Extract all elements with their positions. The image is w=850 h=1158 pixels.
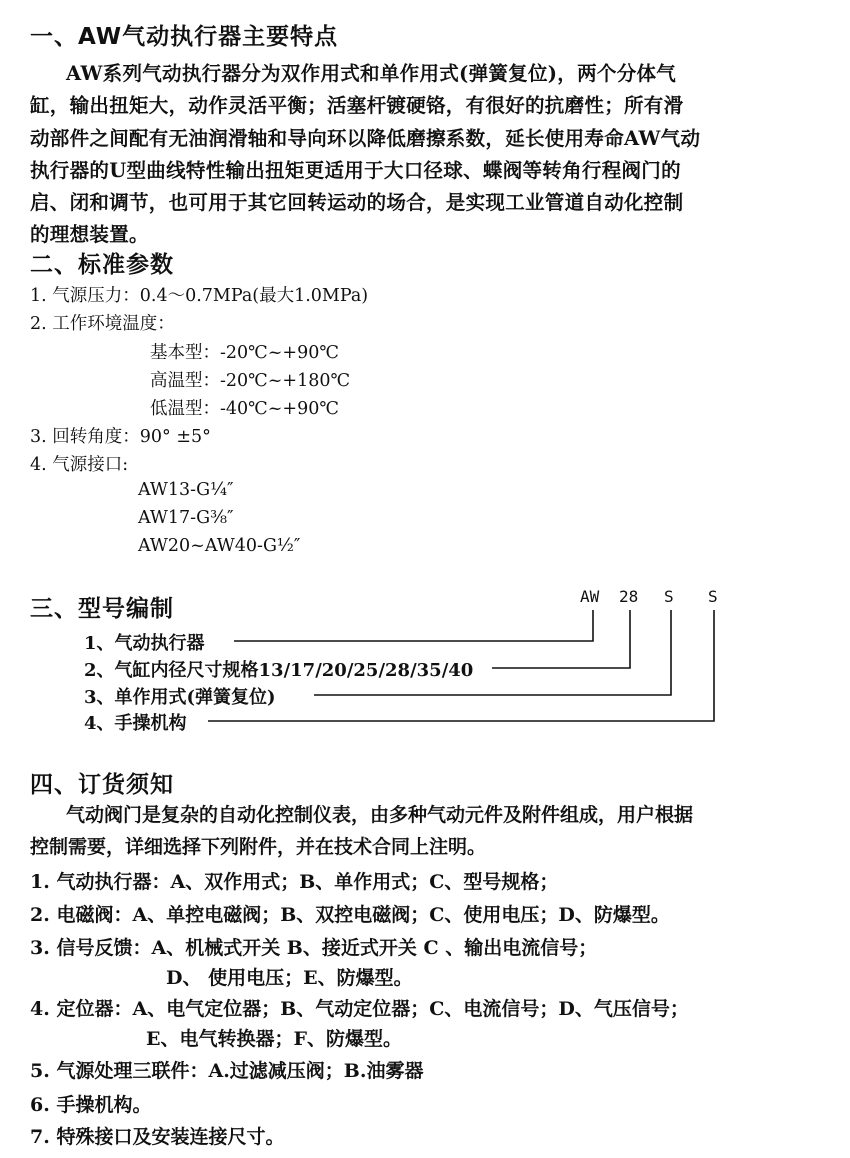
model-code-segment: AW [580, 587, 600, 606]
section-1-line: 执行器的U型曲线特性输出扭矩更适用于大口径球、蝶阀等转角行程阀门的 [30, 159, 681, 182]
spec-port-item: AW17-G³⁄₈″ [138, 508, 234, 528]
order-item: 3. 信号反馈：A、机械式开关 B、接近式开关 C 、输出电流信号； [30, 937, 598, 959]
spec-air-pressure: 1. 气源压力：0.4～0.7MPa(最大1.0MPa) [30, 286, 369, 306]
spec-temp-high: 高温型：-20℃~+180℃ [150, 371, 351, 391]
spec-port-item: AW13-G¹⁄₄″ [138, 480, 234, 500]
spec-air-port-label: 4. 气源接口: [30, 455, 129, 475]
order-item: E、电气转换器；F、防爆型。 [146, 1028, 402, 1050]
section-1-line: 的理想装置。 [30, 223, 149, 246]
order-item: D、 使用电压；E、防爆型。 [166, 967, 413, 989]
order-item: 2. 电磁阀：A、单控电磁阀；B、双控电磁阀；C、使用电压；D、防爆型。 [30, 904, 670, 926]
section-4-heading: 四、订货须知 [30, 772, 174, 798]
connector-line [234, 610, 593, 641]
order-item: 6. 手操机构。 [30, 1094, 152, 1116]
spec-temperature-label: 2. 工作环境温度： [30, 314, 175, 334]
order-intro-line: 气动阀门是复杂的自动化控制仪表，由多种气动元件及附件组成，用户根据 [66, 804, 694, 826]
order-item: 1. 气动执行器：A、双作用式；B、单作用式；C、型号规格； [30, 871, 559, 893]
connector-line [492, 610, 630, 668]
spec-temp-basic: 基本型：-20℃~+90℃ [150, 343, 339, 363]
model-code-segment: S [664, 587, 674, 606]
section-1-line: 缸，输出扭矩大，动作灵活平衡；活塞杆镀硬铬，有很好的抗磨性；所有滑 [30, 94, 684, 117]
model-item: 3、单作用式(弹簧复位) [84, 687, 276, 708]
order-item: 5. 气源处理三联件：A.过滤减压阀；B.油雾器 [30, 1060, 424, 1082]
section-1-line: AW系列气动执行器分为双作用式和单作用式(弹簧复位)，两个分体气 [66, 62, 677, 85]
model-item: 4、手操机构 [84, 713, 187, 734]
model-item: 1、气动执行器 [84, 633, 205, 654]
spec-rotation-angle: 3. 回转角度：90° ±5° [30, 427, 211, 447]
model-code-segment: S [708, 587, 718, 606]
connector-line [314, 610, 671, 695]
order-intro-line: 控制需要，详细选择下列附件，并在技术合同上注明。 [30, 836, 487, 858]
section-2-heading: 二、标准参数 [30, 252, 174, 278]
section-1-line: 动部件之间配有无油润滑轴和导向环以降低磨擦系数，延长使用寿命AW气动 [30, 127, 701, 150]
order-item: 7. 特殊接口及安装连接尺寸。 [30, 1126, 285, 1148]
model-item: 2、气缸内径尺寸规格13/17/20/25/28/35/40 [84, 660, 474, 681]
section-3-heading: 三、型号编制 [30, 596, 174, 622]
section-1-heading: 一、AW气动执行器主要特点 [30, 24, 339, 50]
spec-temp-low: 低温型：-40℃~+90℃ [150, 399, 339, 419]
order-item: 4. 定位器：A、电气定位器；B、气动定位器；C、电流信号；D、气压信号； [30, 998, 689, 1020]
spec-port-item: AW20~AW40-G¹⁄₂″ [138, 536, 301, 556]
section-1-line: 启、闭和调节，也可用于其它回转运动的场合，是实现工业管道自动化控制 [30, 191, 684, 214]
model-code-segment: 28 [619, 587, 639, 606]
